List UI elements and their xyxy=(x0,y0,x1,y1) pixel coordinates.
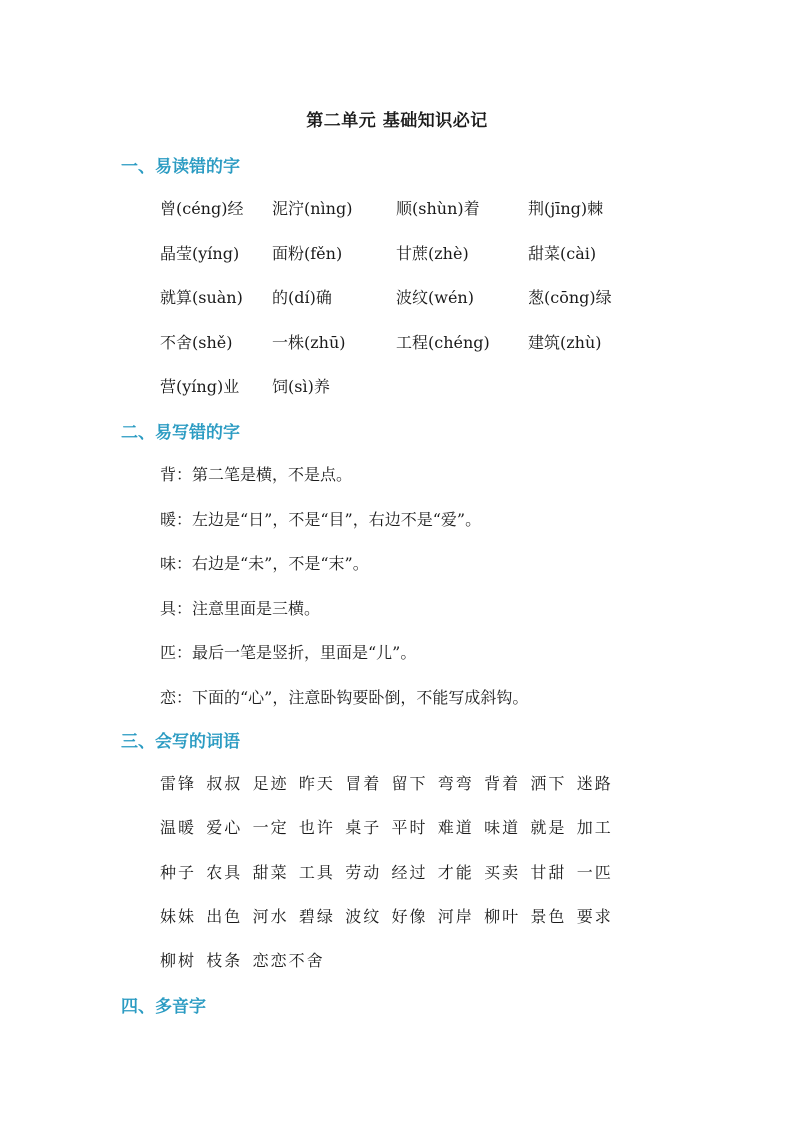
vocabulary-word: 也许 xyxy=(298,818,335,838)
misread-entry: 面粉(fěn) xyxy=(272,243,343,263)
vocabulary-word: 柳叶 xyxy=(484,906,521,926)
vocabulary-word: 经过 xyxy=(391,862,428,882)
vocabulary-word: 甘甜 xyxy=(530,862,567,882)
writing-rule-line: 背：第二笔是横，不是点。 xyxy=(160,465,353,484)
vocabulary-word: 波纹 xyxy=(345,906,382,926)
vocabulary-word: 温暖 xyxy=(160,818,197,838)
vocabulary-word: 雷锋 xyxy=(160,774,197,793)
vocabulary-word: 河岸 xyxy=(437,906,474,926)
misread-entry: 泥泞(nìng) xyxy=(272,199,353,218)
vocabulary-word: 农具 xyxy=(206,862,243,882)
writing-rule-line: 暖：左边是“日”，不是“目”，右边不是“爱”。 xyxy=(160,509,482,529)
misread-entry: 的(dí)确 xyxy=(272,288,332,307)
writing-rule-line: 具：注意里面是三横。 xyxy=(160,598,321,618)
vocabulary-word: 加工 xyxy=(576,818,613,838)
vocabulary-word: 才能 xyxy=(437,862,474,882)
misread-entry: 顺(shùn)着 xyxy=(396,199,480,218)
vocabulary-word: 妹妹 xyxy=(160,906,197,926)
writing-rule-line: 恋：下面的“心”，注意卧钩要卧倒，不能写成斜钩。 xyxy=(160,687,529,707)
vocabulary-word: 桌子 xyxy=(345,818,382,838)
vocabulary-word: 平时 xyxy=(391,818,428,838)
vocabulary-word: 弯弯 xyxy=(437,774,474,793)
vocabulary-word: 出色 xyxy=(206,906,243,926)
vocabulary-word: 一匹 xyxy=(576,862,613,882)
misread-entry: 晶莹(yíng) xyxy=(160,243,240,263)
vocabulary-word: 昨天 xyxy=(298,774,335,793)
vocabulary-word: 迷路 xyxy=(576,774,613,793)
vocabulary-word: 叔叔 xyxy=(206,774,243,793)
vocabulary-word: 要求 xyxy=(576,906,613,926)
vocabulary-word: 就是 xyxy=(530,818,567,838)
vocabulary-word: 买卖 xyxy=(484,862,521,882)
misread-entry: 甘蔗(zhè) xyxy=(396,243,469,263)
vocabulary-word: 劳动 xyxy=(345,862,382,882)
vocabulary-word: 足迹 xyxy=(252,774,289,793)
misread-entry: 曾(céng)经 xyxy=(160,199,244,218)
writing-rule-line: 匹：最后一笔是竖折，里面是“儿”。 xyxy=(160,643,417,662)
vocabulary-word: 味道 xyxy=(484,818,521,838)
section-heading-miswritten: 二、易写错的字 xyxy=(121,423,240,443)
misread-entry: 不舍(shě) xyxy=(160,332,233,352)
vocabulary-word: 难道 xyxy=(437,818,474,838)
misread-entry: 波纹(wén) xyxy=(396,288,474,307)
vocabulary-word: 枝条 xyxy=(206,951,243,971)
misread-entry: 营(yíng)业 xyxy=(160,377,240,396)
vocabulary-word: 工具 xyxy=(298,862,335,882)
misread-entry: 一株(zhū) xyxy=(272,332,346,352)
vocabulary-word: 一定 xyxy=(252,818,289,838)
section-heading-misread: 一、易读错的字 xyxy=(121,157,240,177)
vocabulary-word: 冒着 xyxy=(345,774,382,793)
page-title: 第二单元 基础知识必记 xyxy=(306,111,488,131)
misread-entry: 葱(cōng)绿 xyxy=(528,288,612,307)
section-heading-polyphonic: 四、多音字 xyxy=(121,997,206,1017)
misread-entry: 甜菜(cài) xyxy=(528,243,597,263)
misread-entry: 荆(jīng)棘 xyxy=(528,199,604,218)
section-heading-vocabulary: 三、会写的词语 xyxy=(121,732,240,752)
vocabulary-word: 洒下 xyxy=(530,774,567,793)
vocabulary-word: 种子 xyxy=(160,862,197,882)
vocabulary-word: 河水 xyxy=(252,906,289,926)
misread-entry: 工程(chéng) xyxy=(396,332,490,352)
vocabulary-word: 甜菜 xyxy=(252,862,289,882)
vocabulary-word: 景色 xyxy=(530,906,567,926)
misread-entry: 饲(sì)养 xyxy=(272,377,330,396)
misread-entry: 建筑(zhù) xyxy=(528,332,602,352)
vocabulary-word: 好像 xyxy=(391,906,428,926)
misread-entry: 就算(suàn) xyxy=(160,288,243,307)
vocabulary-word: 留下 xyxy=(391,774,428,793)
vocabulary-word: 柳树 xyxy=(160,951,197,971)
vocabulary-word: 爱心 xyxy=(206,818,243,838)
vocabulary-word: 碧绿 xyxy=(298,906,335,926)
writing-rule-line: 味：右边是“未”，不是“末”。 xyxy=(160,554,369,573)
vocabulary-word: 背着 xyxy=(484,774,521,793)
vocabulary-word: 恋恋不舍 xyxy=(252,951,325,971)
